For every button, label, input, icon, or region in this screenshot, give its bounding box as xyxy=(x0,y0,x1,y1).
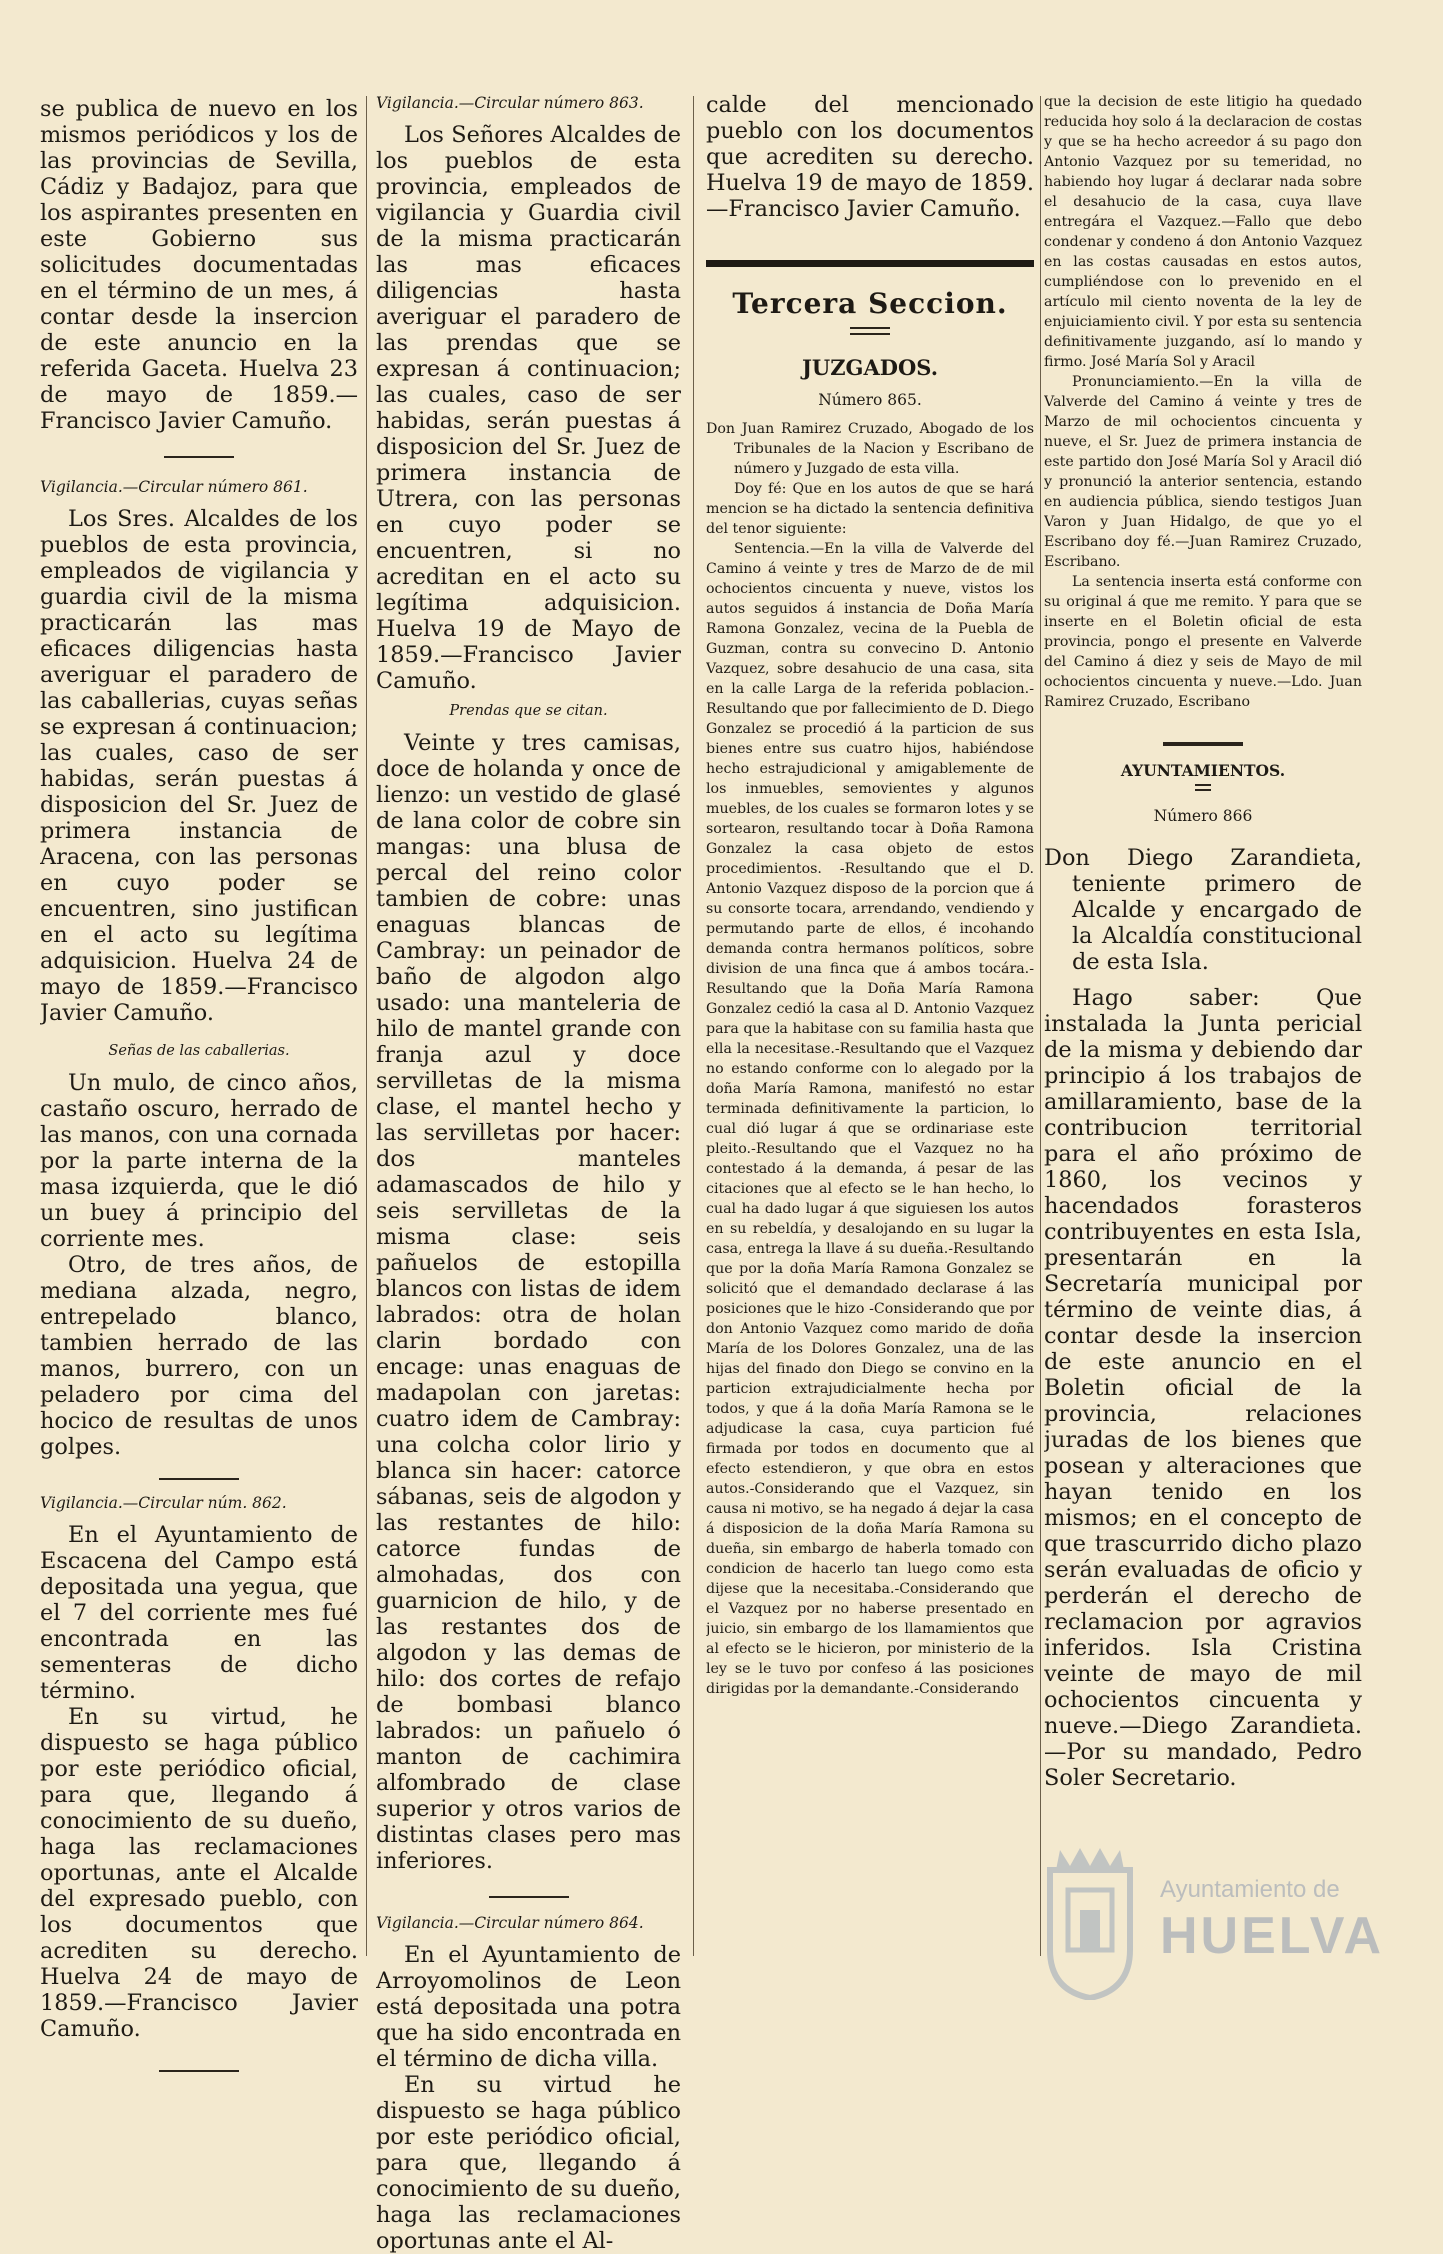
column-2 xyxy=(376,92,681,2254)
list-of-items: Veinte y tres camisas, doce de holanda y once de lienzo: un vestido de glasé de lana color de cobre sin mangas: una blusa de percal del reino color tambien de cobre: unas enaguas blancas de Cambray: un peinador de baño de algodon algo usado: una manteleria de hilo de mantel grande con franja azul y doce servilletas de la misma clase, el mantel hecho y las servilletas por hacer: dos manteles adamascados de hilo y seis servilletas de la misma clase: seis pañuelos de estopilla blancos con listas de idem labrados: otra de holan clarin bordado con encage: unas enaguas de madapolan con jaretas: cuatro idem de Cambray: una colcha color lirio y blanca sin hacer: catorce sábanas, seis de algodon y las restantes de hilo: catorce fundas de almohadas, dos con guarnicion de hilo, y de las restantes dos de algodon y las demas de hilo: dos cortes de refajo de bombasi blanco labrados: un pañuelo ó manton de cachimira alfombrado de clase superior y otros varios de distintas clases pero mas inferiores. xyxy=(376,730,681,1874)
circular-861-body: Los Sres. Alcaldes de los pueblos de esta provincia, empleados de vigilancia y guardia civil de la misma practicarán las mas eficaces diligencias hasta averiguar el paradero de las caballerias, cuyas señas se expresan á continuacion; las cuales, caso de ser habidas, serán puestas á disposicion del Sr. Juez de primera instancia de Aracena, con las personas en cuyo poder se encuentren, sino justifican en el acto su legítima adquisicion. Huelva 24 de mayo de 1859.—Francisco Javier Camuño. xyxy=(40,506,358,1026)
double-rule xyxy=(1195,784,1211,791)
sentencia-text: Sentencia.—En la villa de Valverde del Camino á veinte y tres de Marzo de de mil ochocientos cincuenta y nueve, vistos los autos seguidos á instancia de Doña María Ramona Gonzalez, vecina de la Puebla de Guzman, contra su convecino D. Antonio Vazquez, sobre desahucio de una casa, sita en la calle Larga de la referida poblacion.-Resultando que por fallecimiento de D. Diego Gonzalez se procedió á la particion de sus bienes entre sus cuatro hijos, habiéndose hecho estrajudicional y amigablemente de los inmuebles, semovientes y algunos muebles, de los cuales se formaron lotes y se sortearon, resultando tocar à Doña Ramona Gonzalez la casa objeto de estos procedimientos. -Resultando que el D. Antonio Vazquez disposo de la porcion que á su consorte tocara, arrendando, vendiendo y permutando parte de ellos, é incohando demanda contra hermanos políticos, sobre division de una finca que á ambos tocára.-Resultando que la Doña María Ramona Gonzalez cedió la casa al D. Antonio Vazquez para que la habitase con su familia hasta que ella la necesitase.-Resultando que el Vazquez no estando conforme con lo alegado por la doña María Ramona, manifestó no estar terminada definitivamente la particion, lo cual dió lugar á que se ordinariase este pleito.-Resultando que el Vazquez no ha contestado á la demanda, á pesar de las citaciones que al efecto se le han hecho, lo cual ha dado lugar á que siguiesen los autos en su rebeldía, y desalojando en su lugar la casa, entrega la llave á su dueña.-Resultando que por la doña María Ramona Gonzalez se solicitó que el demandado declarase á las posiciones que le hizo -Considerando que por don Antonio Vazquez como marido de doña María de los Dolores Gonzalez, una de las hijas del finado don Diego se convino en la particion extrajudicialmente hecha por todos, y que á la doña María Ramona se le adjudicase la casa, cuya particion fué firmada por todos en documento que al efecto estendieron, y que obra en estos autos.-Considerando que el Vazquez, sin causa ni motivo, se ha negado á dejar la casa á disposicion de la doña María Ramona su dueña, sin embargo de haberla tomado con condicion de hacerlo tan luego como esta dijese que la necesitaba.-Considerando que el Vazquez por no haberse presentado en juicio, sin embargo de los llamamientos que al efecto se le hicieron, por ministerio de la ley se le tuvo por confeso á las posiciones dirigidas por la demandante.-Considerando xyxy=(706,541,1034,1697)
court-intro: Don Juan Ramirez Cruzado, Abogado de los Tribunales de la Nacion y Escribano de número y Juzgado de esta villa. xyxy=(706,421,1034,477)
continued-notice: se publica de nuevo en los mismos periódicos y los de las provincias de Sevilla, Cádiz y Badajoz, para que los aspirantes presenten en este Gobierno sus solicitudes documentadas en el término de un mes, á contar desde la insercion de este anuncio en la referida Gaceta. Huelva 23 de mayo de 1859.—Francisco Javier Camuño. xyxy=(40,96,358,434)
separator-rule xyxy=(1163,742,1243,746)
continued-notice: calde del mencionado pueblo con los documentos que acrediten su derecho. Huelva 19 de mayo de 1859.—Francisco Javier Camuño. xyxy=(706,92,1034,222)
circular-862-heading: Vigilancia.—Circular núm. 862. xyxy=(40,1494,287,1512)
doy-fe: Doy fé: Que en los autos de que se hará mencion se ha dictado la sentencia definitiva del tenor siguiente: xyxy=(706,481,1034,537)
circular-861-heading: Vigilancia.—Circular número 861. xyxy=(40,478,308,496)
description-mule: Un mulo, de cinco años, castaño oscuro, herrado de las manos, con una cornada por la parte interna de la masa izquierda, que le dió un buey á principio del corriente mes. xyxy=(40,1070,358,1252)
separator-rule xyxy=(159,2070,239,2072)
circular-864-heading: Vigilancia.—Circular número 864. xyxy=(376,1914,644,1932)
hago-saber-body: Hago saber: Que instalada la Junta pericial de la misma y debiendo dar principio á los trabajos de amillaramiento, base de la contribucion territorial para el año próximo de 1860, los vecinos y hacendados forasteros contribuyentes en esta Isla, presentarán en la Secretaría municipal por término de veinte dias, á contar desde la insercion de este anuncio en el Boletin oficial de la provincia, relaciones juradas de los bienes que posean y alteraciones que hayan tenido en los mismos; en el concepto de que trascurrido dicho plazo serán evaluadas de oficio y perderán el derecho de reclamacion por agravios inferidos. Isla Cristina veinte de mayo de mil ochocientos cincuenta y nueve.—Diego Zarandieta.—Por su mandado, Pedro Soler Secretario. xyxy=(1044,985,1362,1791)
section-divider xyxy=(706,260,1034,267)
column-divider xyxy=(693,96,694,1956)
circular-864-body-1: En el Ayuntamiento de Arroyomolinos de Leon está depositada una potra que ha sido encontrada en el término de dicha villa. xyxy=(376,1942,681,2072)
circular-863-body: Los Señores Alcaldes de los pueblos de esta provincia, empleados de vigilancia y Guardia civil de la misma practicarán las mas eficaces diligencias hasta averiguar el paradero de las prendas que se expresan á continuacion; las cuales, caso de ser habidas, serán puestas á disposicion del Sr. Juez de primera instancia de Utrera, con las personas en cuyo poder se encuentren, si no acreditan en el acto su legítima adquisicion. Huelva 19 de Mayo de 1859.—Francisco Javier Camuño. xyxy=(376,122,681,694)
watermark-line-1: Ayuntamiento de xyxy=(1160,1876,1340,1903)
circular-862-body-2: En su virtud, he dispuesto se haga público por este periódico oficial, para que, llegando á conocimiento de su dueño, haga las reclamaciones oportunas, ante el Alcalde del expresado pueblo, con los documentos que acrediten su derecho. Huelva 24 de mayo de 1859.—Francisco Javier Camuño. xyxy=(40,1704,358,2042)
circular-862-body-1: En el Ayuntamiento de Escacena del Campo está depositada una yegua, que el 7 del corriente mes fué encontrada en las sementeras de dicho término. xyxy=(40,1522,358,1704)
certification-text: La sentencia inserta está conforme con su original á que me remito. Y para que se inserte en el Boletin oficial de esta provincia, pongo el presente en Valverde del Camino á diez y seis de Mayo de mil ochocientos cincuenta y nueve.—Ldo. Juan Ramirez Cruzado, Escribano xyxy=(1044,574,1362,710)
ayuntamientos-title: AYUNTAMIENTOS. xyxy=(1120,761,1286,780)
subheading-senas: Señas de las caballerias. xyxy=(108,1043,290,1059)
separator-rule xyxy=(159,1478,239,1480)
column-4 xyxy=(1044,92,1362,1791)
pronunciamiento-text: Pronunciamiento.—En la villa de Valverde del Camino á veinte y tres de Marzo de mil ochocientos cincuenta y nueve, el Sr. Juez de primera instancia de este partido don José María Sol y Aracil dió y pronunció la anterior sentencia, estando en audiencia pública, siendo testigos Juan Varon y Juan Hidalgo, de que yo el Escribano doy fé.—Juan Ramirez Cruzado, Escribano. xyxy=(1044,374,1362,570)
notice-number: Número 865. xyxy=(818,391,922,409)
column-divider xyxy=(366,96,367,1956)
ayuntamiento-huelva-watermark xyxy=(1040,1840,1385,2010)
notice-number: Número 866 xyxy=(1153,807,1253,825)
column-divider xyxy=(1040,96,1041,1956)
description-second-animal: Otro, de tres años, de mediana alzada, negro, entrepelado blanco, tambien herrado de las manos, burrero, con un peladero por cima del hocico de resultas de unos golpes. xyxy=(40,1252,358,1460)
separator-rule xyxy=(164,456,234,458)
alcalde-intro: Don Diego Zarandieta, teniente primero de Alcalde y encargado de la Alcaldía constitucional de esta Isla. xyxy=(1044,845,1362,975)
watermark-line-2: HUELVA xyxy=(1160,1907,1385,1965)
section-title: Tercera Seccion. xyxy=(732,287,1008,320)
subheading-prendas: Prendas que se citan. xyxy=(449,703,608,719)
column-1 xyxy=(40,96,358,2072)
column-3 xyxy=(706,92,1034,1699)
double-rule xyxy=(850,327,890,335)
circular-864-body-2: En su virtud he dispuesto se haga público por este periódico oficial, para que, llegando á conocimiento de su dueño, haga las reclamaciones oportunas ante el Al- xyxy=(376,2072,681,2254)
circular-863-heading: Vigilancia.—Circular número 863. xyxy=(376,94,644,112)
huelva-coat-of-arms-icon xyxy=(1040,1840,1140,2000)
continued-sentence: que la decision de este litigio ha quedado reducida hoy solo á la declaracion de costas y que se ha hecho acreedor á su pago don Antonio Vazquez por su temeridad, no habiendo hoy lugar á declarar nada sobre el desahucio de la casa, cuya llave entregára el Vazquez.—Fallo que debo condenar y condeno á don Antonio Vazquez en las costas causadas en estos autos, cumpliéndose con lo prevenido en el artículo mil ciento noventa de la ley de enjuiciamiento civil. Y por esta su sentencia definitivamente juzgando, así lo mando y firmo. José María Sol y Aracil xyxy=(1044,94,1362,370)
juzgados-title: JUZGADOS. xyxy=(801,355,939,380)
separator-rule xyxy=(489,1896,569,1898)
